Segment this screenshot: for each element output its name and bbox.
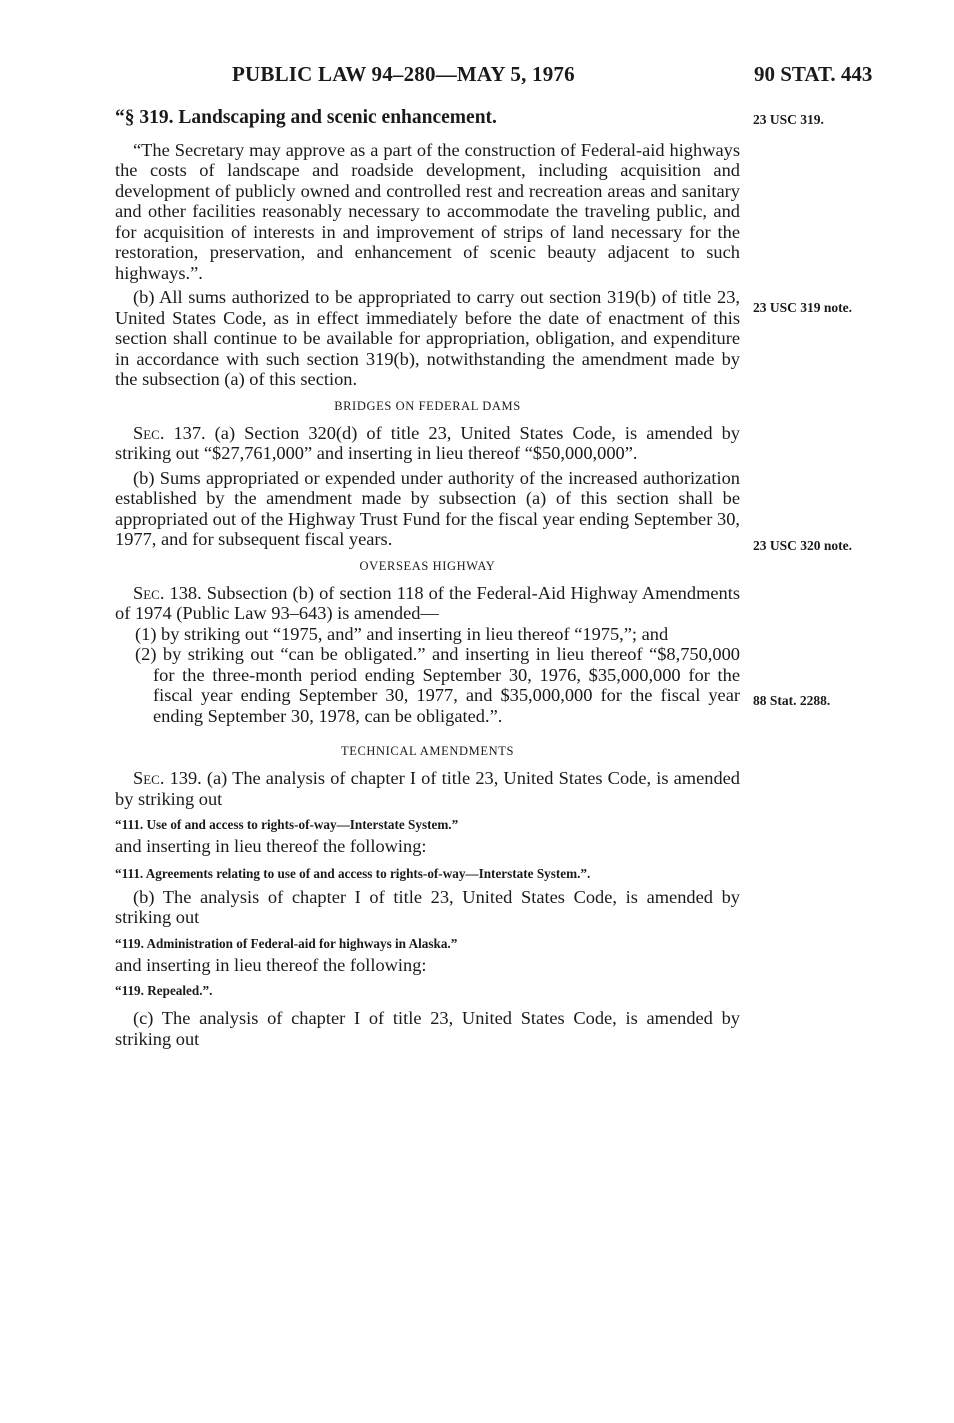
heading-overseas-highway: OVERSEAS HIGHWAY [359,558,496,573]
section-137-subsection-b: (b) Sums appropriated or expended under authority of the increased authorization established by the amendment made by subsection (a) of this section shall be appropriated out of the Highway Trust Fund for the fiscal year ending September 30, 1977, and for subsequent fiscal years. [115,467,740,549]
margin-note-88-stat-2288: 88 Stat. 2288. [753,693,831,708]
section-139-b-new-text: “119. Repealed.”. [115,983,213,998]
header-title: PUBLIC LAW 94–280—MAY 5, 1976 [232,62,575,86]
section-138-item-2: (2) by striking out “can be obligated.” and inserting in lieu thereof “$8,750,000 for the three-month period ending September 30, 1976, $35,000,000 for the fiscal year ending September 30, 1977, and $35,000,000 for the fiscal year ending September 30, 1978, can be obligated.”. [135,644,740,726]
section-139-a-struck-text: “111. Use of and access to rights-of-way—Interstate System.” [115,817,459,832]
sec-label: Sec. [133,422,165,443]
section-139-a-new-text: “111. Agreements relating to use of and access to rights-of-way—Interstate System.”. [115,865,591,881]
heading-technical-amendments: TECHNICAL AMENDMENTS [341,744,514,758]
section-139-subsection-a [115,768,740,809]
section-137-subsection-a [115,423,740,464]
section-139-a-text: 139. (a) The analysis of chapter I of title 23, United States Code, is amended by striking out [115,768,740,809]
heading-bridges-on-federal-dams: BRIDGES ON FEDERAL DAMS [334,398,521,413]
margin-note-23-usc-320-note: 23 USC 320 note. [753,538,853,553]
section-319-text: “The Secretary may approve as a part of the construction of Federal-aid highways the costs of landscape and roadside development, including acquisition and development of publicly owned and controlled rest and recreation areas and sanitary and other facilities reasonably necessary to accommodate the traveling public, and for acquisition of interests in and improvement of strips of land necessary for the restoration, preservation, and enhancement of scenic beauty adjacent to such highways.”. [115,139,740,283]
sec-label: Sec. [133,582,165,603]
header-stat-citation: 90 STAT. 443 [754,62,873,86]
section-139-b-insert-text: and inserting in lieu thereof the following: [115,954,427,975]
document-body [115,108,740,1049]
margin-note-23-usc-319-note: 23 USC 319 note. [753,300,853,315]
section-139-b-struck-text: “119. Administration of Federal-aid for highways in Alaska.” [115,935,458,951]
section-138-body: 138. Subsection (b) of section 118 of the Federal-Aid Highway Amendments of 1974 (Public Law 93–643) is amended— [115,582,740,623]
section-139-subsection-c: (c) The analysis of chapter I of title 23, United States Code, is amended by striking out [115,1008,740,1049]
section-138-text [115,583,740,624]
margin-note-23-usc-319: 23 USC 319. [753,112,824,127]
page-header [0,62,954,90]
section-138-item-1: (1) by striking out “1975, and” and inserting in lieu thereof “1975,”; and [135,623,669,644]
sec-label: Sec. [133,768,165,788]
section-319-title: “§ 319. Landscaping and scenic enhancement. [115,107,497,128]
section-139-subsection-b: (b) The analysis of chapter I of title 23, United States Code, is amended by striking out [115,886,740,927]
section-139-a-insert-text: and inserting in lieu thereof the following: [115,836,427,856]
section-319-subsection-b: (b) All sums authorized to be appropriated to carry out section 319(b) of title 23, United States Code, as in effect immediately before the date of enactment of this section shall continue to be available for appropriation, obligation, and expenditure in accordance with such section 319(b), notwithstanding the amendment made by the subsection (a) of this section. [115,287,740,389]
section-137-a-text: 137. (a) Section 320(d) of title 23, United States Code, is amended by striking out “$27,761,000” and inserting in lieu thereof “$50,000,000”. [115,422,740,463]
